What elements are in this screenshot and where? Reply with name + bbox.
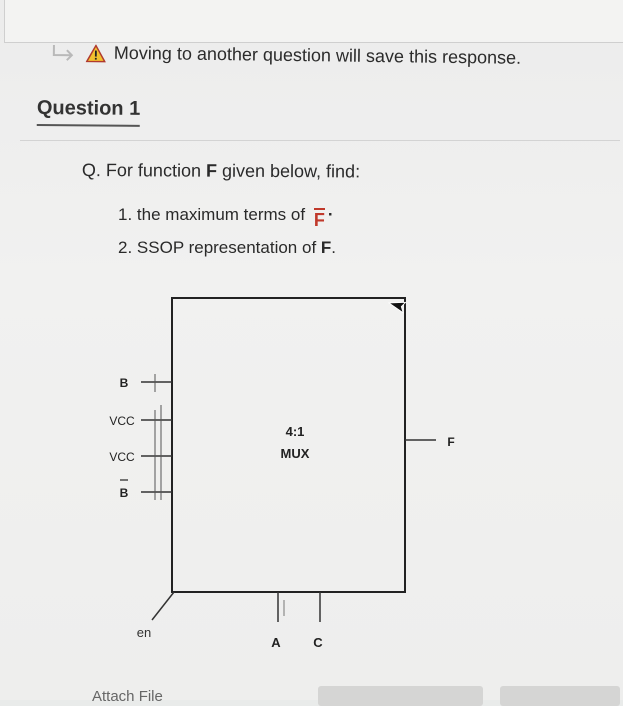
select-label-a: A [271,635,281,650]
output-label: F [447,435,455,449]
f-complement-symbol: F [313,210,325,230]
action-button[interactable] [318,686,483,706]
item-text: the maximum terms of [136,205,306,224]
item-trailing: . [331,238,337,257]
question-prompt-suffix: given below, find: [216,160,361,182]
mux-label-ratio: 4:1 [285,424,305,439]
item-trailing: · [327,205,334,224]
input-label-2: VCC [109,450,135,464]
attach-file-link[interactable]: Attach File [92,688,163,705]
mux-label-name: MUX [280,446,310,461]
select-label-c: C [313,635,323,650]
input-label-1: VCC [109,414,135,428]
mux-block [172,298,405,592]
question-prompt-variable: F [205,160,218,181]
item-text: SSOP representation of [136,238,317,257]
input-label-0: B [119,376,129,390]
f-symbol: F [320,238,332,257]
item-number: 1. [118,205,133,224]
save-notice-text: Moving to another question will save this response. [113,42,522,68]
question-title: Question 1 [37,97,141,127]
action-button[interactable] [500,686,620,706]
question-prompt-prefix: Q. For function [81,160,207,181]
enable-line [152,592,174,620]
input-label-3: B [119,486,129,500]
enable-label: en [136,625,152,640]
item-number: 2. [118,238,133,257]
